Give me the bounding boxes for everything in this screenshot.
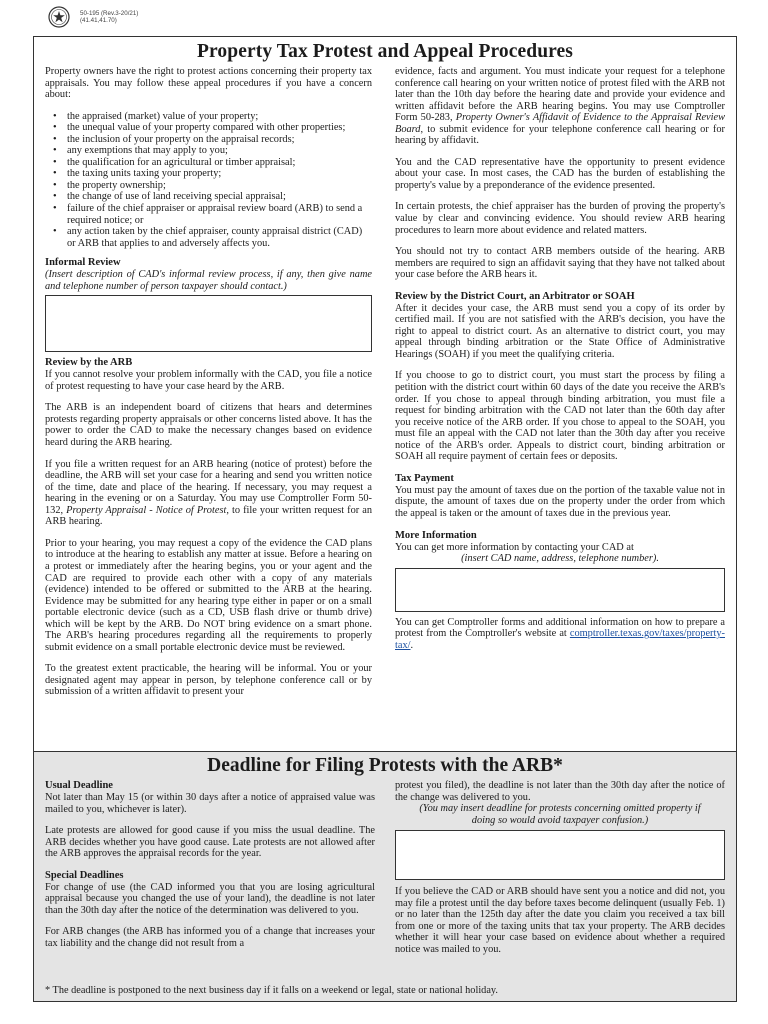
arb-paragraph-3-end: , to file your written request for an ARB hearing. bbox=[45, 504, 373, 528]
informal-review-heading: Informal Review bbox=[45, 257, 121, 269]
arb-paragraph-1: If you cannot resolve your problem informally with the CAD, you file a notice of protest requesting to have your case heard by the ARB. bbox=[45, 369, 372, 392]
deadline-footnote: * The deadline is postponed to the next business day if it falls on a weekend or legal, state or national holiday. bbox=[45, 985, 498, 996]
hearing-paragraph-end: , to submit evidence for your telephone conference call hearing or for hearing by affidavit. bbox=[395, 123, 725, 147]
arb-review-heading: Review by the ARB bbox=[45, 357, 133, 369]
arb-paragraph-3-text: If you file a written request for an ARB hearing (notice of protest) before the deadline, the ARB will set your case for a hearing and send you written notice of the time, date and place of the hearing. If necessary, you may request a hearing in the evening or on a Saturday. You may use Comptroller Form 50-132, bbox=[45, 458, 372, 516]
website-paragraph-end: . bbox=[410, 639, 414, 651]
tax-payment-paragraph: You must pay the amount of taxes due on the portion of the taxable value not in dispute, the amount of taxes due on the property under the order from which the appeal is taken or the amount of taxes due in the previous year. bbox=[395, 484, 725, 519]
more-info-paragraph: You can get more information by contacting your CAD at bbox=[395, 541, 634, 553]
list-item: • the property ownership; bbox=[67, 180, 372, 192]
website-paragraph-text: You can get Comptroller forms and additional information on how to prepare a protest from the Comptroller's website at bbox=[395, 616, 725, 640]
list-item: • any exemptions that may apply to you; bbox=[67, 145, 372, 157]
special-deadline-paragraph-1: For change of use (the CAD informed you that you are losing agricultural appraisal because you changed the use of your land), the deadline is not later than the 30th day after the notice of the determination was delivered to you. bbox=[45, 881, 375, 916]
list-item: • the unequal value of your property compared with other properties; bbox=[67, 122, 372, 134]
court-paragraph-1: After it decides your case, the ARB must send you a copy of its order by certified mail. If you are not satisfied with the ARB's decision, you have the right to appeal to district court. As an alternative to district court, you may appeal through binding arbitration or the State Office of Administrative Hearings (SOAH) if you meet the qualifying criteria. bbox=[395, 302, 725, 360]
cad-contact-input-box[interactable] bbox=[395, 568, 725, 612]
usual-deadline-heading: Usual Deadline bbox=[45, 780, 113, 791]
contact-paragraph: You should not try to contact ARB members outside of the hearing. ARB members are required to sign an affidavit saying that they have not talked about your case before the ARB hears it. bbox=[395, 246, 725, 281]
list-item: • any action taken by the chief appraiser, county appraisal district (CAD) or ARB that applies to and adversely affects you. bbox=[67, 226, 372, 249]
concern-list bbox=[45, 111, 372, 250]
list-item: • the qualification for an agricultural or timber appraisal; bbox=[67, 157, 372, 169]
burden-paragraph: You and the CAD representative have the opportunity to present evidence about your case. In most cases, the CAD has the burden of establishing the property's value by a preponderance of the evidence presented. bbox=[395, 156, 725, 191]
page-title: Property Tax Protest and Appeal Procedures bbox=[197, 41, 573, 62]
special-deadlines-heading: Special Deadlines bbox=[45, 869, 124, 881]
arb-paragraph-5: To the greatest extent practicable, the hearing will be informal. You or your designated agent may appear in person, by telephone conference call or by submission of a written affidavit to present your bbox=[45, 663, 372, 698]
more-info-instruction: (insert CAD name, address, telephone number). bbox=[461, 553, 659, 565]
arb-paragraph-2: The ARB is an independent board of citizens that hears and determines protests regarding property appraisals or other concerns listed above. It has the power to order the CAD to make the necessary changes based on evidence heard during the ARB hearing. bbox=[45, 402, 372, 449]
informal-review-input-box[interactable] bbox=[45, 295, 372, 352]
form-50-132-title: Property Appraisal - Notice of Protest bbox=[66, 504, 227, 516]
intro-paragraph: Property owners have the right to protest actions concerning their property tax appraisals. You may follow these appeal procedures if you have a concern about: bbox=[45, 66, 372, 101]
form-50-283-title: Property Owner's Affidavit of Evidence to the Appraisal Review Board bbox=[395, 112, 725, 135]
deadline-right-column bbox=[395, 780, 725, 965]
proof-paragraph: In certain protests, the chief appraiser has the burden of proving the property's value by clear and convincing evidence. You should review ARB hearing procedures to learn more about evidence and related matters. bbox=[395, 201, 725, 236]
deadline-section bbox=[34, 751, 736, 1001]
form-codes: (41.41,41.70) bbox=[80, 17, 117, 25]
usual-deadline-paragraph: Not later than May 15 (or within 30 days after a notice of appraised value was mailed to you, whichever is later). bbox=[45, 792, 375, 815]
informal-review-instruction: (Insert description of CAD's informal review process, if any, then give name and telephone number of person taxpayer should contact.) bbox=[45, 269, 372, 292]
website-paragraph bbox=[395, 617, 725, 652]
list-item: • failure of the chief appraiser or appraisal review board (ARB) to send a required notice; or bbox=[67, 203, 372, 226]
list-item: • the taxing units taxing your property; bbox=[67, 168, 372, 180]
special-deadline-paragraph-2: For ARB changes (the ARB has informed you of a change that increases your tax liability and the change did not result from a bbox=[45, 926, 375, 949]
late-protest-paragraph: Late protests are allowed for good cause if you miss the usual deadline. The ARB decides whether you have good cause. Late protests are not allowed after the ARB approves the appraisal records for the year. bbox=[45, 825, 375, 860]
list-item: • the change of use of land receiving special appraisal; bbox=[67, 191, 372, 203]
comptroller-website-link[interactable]: comptroller.texas.gov/taxes/property-tax/ bbox=[395, 628, 725, 651]
deadline-left-column bbox=[45, 780, 375, 959]
list-item: • the inclusion of your property on the appraisal records; bbox=[67, 134, 372, 146]
form-number: 50-195 (Rev.3-20/21) bbox=[80, 10, 139, 17]
court-review-heading: Review by the District Court, an Arbitrator or SOAH bbox=[395, 290, 635, 302]
court-paragraph-2: If you choose to go to district court, you must start the process by filing a petition with the district court within 60 days of the date you receive the ARB's order. If you chose to appeal through binding arbitration, you must file a request for binding arbitration with the CAD not later than the 60th day after you receive notice of the ARB order. If you chose to appeal to the SOAH, you must file an appeal with the CAD not later than the 30th day after you receive notice of the ARB's order. Appeals to district court, binding arbitration or SOAH all require payment of certain fees or deposits. bbox=[395, 370, 725, 463]
omitted-property-input-box[interactable] bbox=[395, 830, 725, 880]
texas-comptroller-seal-icon bbox=[48, 6, 70, 28]
hearing-paragraph-text: evidence, facts and argument. You must indicate your request for a telephone conference call hearing on your written notice of protest filed with the ARB not later than the 10th day before the hearing date and provide your evidence and written affidavit before the ARB hearing begins. You may use Comptroller Form 50-283, bbox=[395, 66, 725, 124]
form-header bbox=[48, 6, 138, 32]
right-column bbox=[395, 66, 725, 661]
tax-payment-heading: Tax Payment bbox=[395, 472, 454, 484]
form-number-block bbox=[80, 10, 138, 25]
left-column bbox=[45, 66, 372, 708]
arb-change-deadline-paragraph: protest you filed), the deadline is not later than the 30th day after the notice of the change was delivered to you. bbox=[395, 780, 725, 803]
list-item: • the appraised (market) value of your property; bbox=[67, 111, 372, 123]
more-info-heading: More Information bbox=[395, 529, 477, 541]
document-frame bbox=[33, 36, 737, 1002]
missed-notice-paragraph: If you believe the CAD or ARB should have sent you a notice and did not, you may file a protest until the day before taxes become delinquent (usually Feb. 1) or no later than the 125th day after the date you claim you received a tax bill from one or more of the taxing units that tax your property. The ARB decides whether it will hear your case based on evidence about whether a required notice was mailed to you. bbox=[395, 886, 725, 955]
omitted-property-instruction: (You may insert deadline for protests concerning omitted property if doing so would avoid taxpayer confusion.) bbox=[419, 803, 701, 826]
arb-paragraph-3 bbox=[45, 459, 372, 528]
hearing-paragraph bbox=[395, 66, 725, 147]
arb-paragraph-4: Prior to your hearing, you may request a copy of the evidence the CAD plans to introduce at the hearing to establish any matter at issue. Before a hearing on a protest or immediately after the hearing begins, you or your agent and the CAD are required to provide each other with a copy of any materials (evidence) intended to be offered or submitted to the ARB at the hearing. Evidence may be submitted for any hearing type either in paper or on a small portable electronic device (such as a CD, USB flash drive or thumb drive) which will be kept by the ARB. Do NOT bring evidence on a smart phone. The ARB's hearing procedures regarding all the requirements to properly submit evidence on a small portable electronic device must be reviewed. bbox=[45, 537, 372, 653]
deadline-title: Deadline for Filing Protests with the ARB* bbox=[207, 755, 563, 776]
